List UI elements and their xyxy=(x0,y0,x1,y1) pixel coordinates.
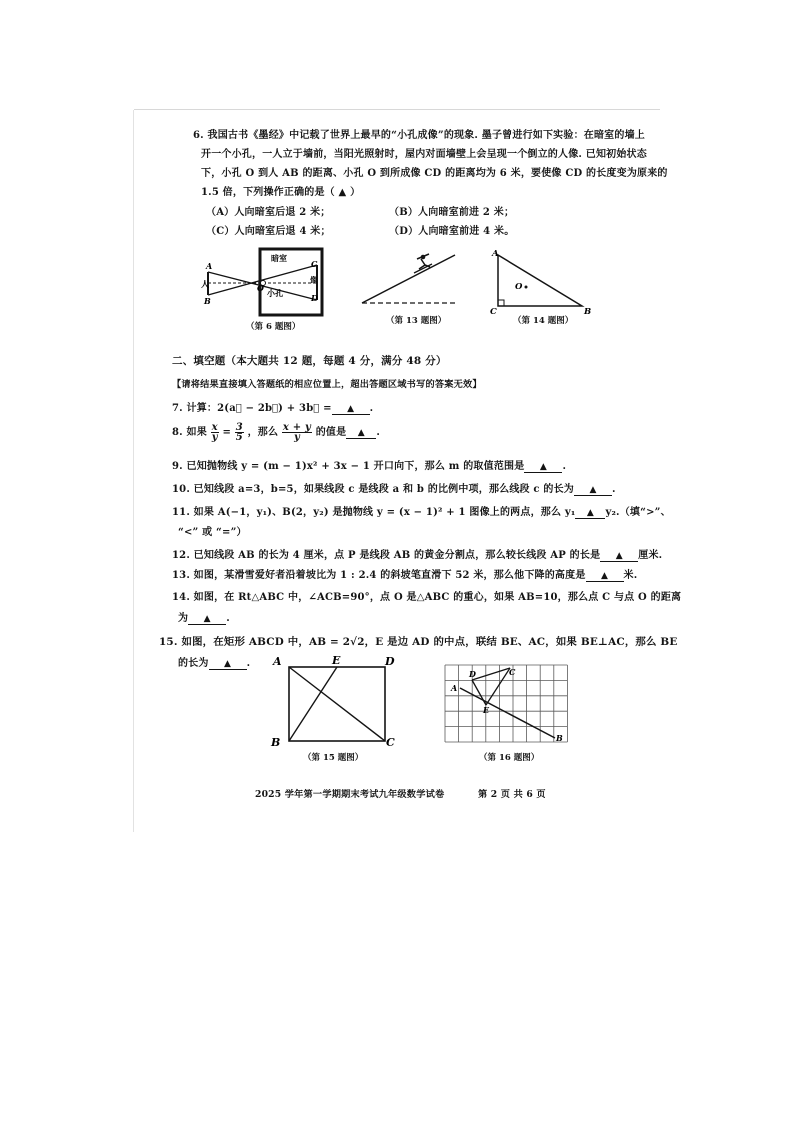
question-8: 8. 如果 $\frac{x}{y}$ = $\frac{3}{5}$ ，那么 $\frac{x + y}{y}$ 的值是 ▲ . xyxy=(172,422,381,443)
label-c: C xyxy=(311,259,318,269)
q8-answer-blank: ▲ xyxy=(346,428,376,439)
question-14-line-1: 14. 如图，在 Rt△ABC 中，∠ACB=90°，点 O 是△ABC 的重心，如果 AB=10，那么点 C 与点 O 的距离 xyxy=(172,592,682,603)
skier-icon xyxy=(414,254,432,273)
q13-answer-blank: ▲ xyxy=(586,571,624,582)
segment-dc xyxy=(472,668,510,680)
q8-text: 8. 如果 xyxy=(172,427,207,438)
q6-line-1: 6. 我国古书《墨经》中记载了世界上最早的“小孔成像”的现象. 墨子曾进行如下实验：在暗室的墙上 xyxy=(193,130,645,141)
figure-13-slope xyxy=(355,248,465,308)
figure-15-rectangle xyxy=(268,653,403,748)
question-10: 10. 已知线段 a=3，b=5，如果线段 c 是线段 a 和 b 的比例中项，那么线段 c 的长为 ▲ . xyxy=(172,484,616,495)
question-15-line-1: 15. 如图，在矩形 ABCD 中，AB = 2√2，E 是边 AD 的中点，联结 BE、AC，如果 BE⊥AC，那么 BE xyxy=(159,636,678,648)
q7-answer-blank: ▲ xyxy=(332,404,370,415)
footer-page-number: 第 2 页 共 6 页 xyxy=(478,789,546,800)
label-b: B xyxy=(556,733,563,743)
q6-option-b: （B）人向暗室前进 2 米； xyxy=(389,207,515,218)
q6-line-4: 1.5 倍，下列操作正确的是（ ▲ ） xyxy=(201,187,361,198)
q12-text: 12. 已知线段 AB 的长为 4 厘米，点 P 是线段 AB 的黄金分割点，那么较长线段 AP 的长是 xyxy=(172,550,601,561)
q14-answer-blank: ▲ xyxy=(188,614,226,625)
label-d: D xyxy=(311,293,318,303)
label-image: 像 xyxy=(310,275,317,284)
figure-6-pinhole xyxy=(195,245,335,320)
section-2-notice: 【请将结果直接填入答题纸的相应位置上，超出答题区域书写的答案无效】 xyxy=(172,379,482,390)
label-d: D xyxy=(469,669,476,679)
label-darkroom: 暗室 xyxy=(271,253,287,263)
q11-answer-blank: ▲ xyxy=(575,508,605,519)
q6-line-2: 开一个小孔，一人立于墙前，当阳光照射时，屋内对面墙壁上会呈现一个倒立的人像. 已知初始状态 xyxy=(201,149,647,160)
diagonal-ac xyxy=(289,667,385,741)
label-c: C xyxy=(490,307,497,317)
label-a: A xyxy=(451,683,458,693)
q9-text: 9. 已知抛物线 y = (m − 1)x² + 3x − 1 开口向下，那么 m 的取值范围是 xyxy=(172,461,525,472)
centroid-o xyxy=(525,286,528,289)
segment-be xyxy=(289,667,337,741)
label-o: O xyxy=(257,283,264,293)
question-13: 13. 如图，某滑雪爱好者沿着坡比为 1 : 2.4 的斜坡笔直滑下 52 米，那么他下降的高度是 ▲ 米. xyxy=(172,570,638,581)
page-top-edge xyxy=(134,109,660,110)
page-left-edge xyxy=(133,110,134,832)
label-o: O xyxy=(515,282,523,292)
question-15-line-2: 的长为 ▲ . xyxy=(178,658,251,669)
label-e: E xyxy=(483,705,490,715)
q6-option-d: （D）人向暗室前进 4 米。 xyxy=(389,226,515,237)
q15-answer-blank: ▲ xyxy=(209,659,247,670)
segment-ce xyxy=(486,668,510,705)
figure-13-caption: （第 13 题图） xyxy=(386,316,447,326)
label-e: E xyxy=(332,654,341,667)
segment-de xyxy=(472,680,486,705)
q7-text: 7. 计算：2(a⃗ − 2b⃗) + 3b⃗ = xyxy=(172,403,332,414)
q6-line-3: 下，小孔 O 到人 AB 的距离、小孔 O 到所成像 CD 的距离均为 6 米，要使像 CD 的长度变为原来的 xyxy=(201,168,668,179)
label-hole: 小孔 xyxy=(267,288,283,298)
label-b: B xyxy=(204,296,211,306)
label-d: D xyxy=(385,655,395,668)
label-c: C xyxy=(509,667,516,677)
figure-16-grid xyxy=(440,660,580,750)
label-a: A xyxy=(492,249,499,259)
q6-option-a: （A）人向暗室后退 2 米； xyxy=(206,207,331,218)
figure-15-caption: （第 15 题图） xyxy=(303,753,364,763)
label-c: C xyxy=(386,736,395,749)
q8-frac-x-over-y: $\frac{x}{y}$ xyxy=(211,422,218,443)
q9-answer-blank: ▲ xyxy=(524,462,562,473)
question-11: 11. 如果 A(−1，y₁)、B(2，y₂) 是抛物线 y = (x − 1)² + 1 图像上的两点，那么 y₁ ▲ y₂.（填“>”、 xyxy=(172,507,671,518)
q6-option-c: （C）人向暗室后退 4 米； xyxy=(206,226,331,237)
question-14-line-2: 为 ▲ . xyxy=(178,613,230,624)
q13-text: 13. 如图，某滑雪爱好者沿着坡比为 1 : 2.4 的斜坡笔直滑下 52 米，那么他下降的高度是 xyxy=(172,570,586,581)
q11-text: 11. 如果 A(−1，y₁)、B(2，y₂) 是抛物线 y = (x − 1)² + 1 图像上的两点，那么 y₁ xyxy=(172,507,576,518)
question-11-line-2: “<” 或 “=”） xyxy=(178,527,247,538)
figure-6-caption: （第 6 题图） xyxy=(246,322,301,332)
q8-frac-3-over-5: $\frac{3}{5}$ xyxy=(235,422,243,443)
label-a: A xyxy=(273,655,282,668)
question-9: 9. 已知抛物线 y = (m − 1)x² + 3x − 1 开口向下，那么 m 的取值范围是 ▲ . xyxy=(172,461,567,472)
q8-frac-xy-over-y: $\frac{x + y}{y}$ xyxy=(282,422,312,443)
figure-14-triangle xyxy=(484,246,594,316)
slope-line xyxy=(362,255,455,303)
question-12: 12. 已知线段 AB 的长为 4 厘米，点 P 是线段 AB 的黄金分割点，那么较长线段 AP 的长是 ▲ 厘米. xyxy=(172,550,663,561)
section-2-title: 二、填空题（本大题共 12 题，每题 4 分，满分 48 分） xyxy=(172,355,447,367)
footer-exam-title: 2025 学年第一学期期末考试九年级数学试卷 xyxy=(255,789,445,800)
label-a: A xyxy=(206,261,213,271)
figure-16-caption: （第 16 题图） xyxy=(479,753,540,763)
grid-lines xyxy=(445,665,567,742)
figure-14-caption: （第 14 题图） xyxy=(513,316,574,326)
q10-answer-blank: ▲ xyxy=(574,485,612,496)
label-b: B xyxy=(271,736,281,749)
label-person: 人 xyxy=(201,279,209,289)
q12-answer-blank: ▲ xyxy=(600,551,638,562)
question-7: 7. 计算：2(a⃗ − 2b⃗) + 3b⃗ = ▲ . xyxy=(172,403,374,414)
label-b: B xyxy=(584,307,592,317)
q10-text: 10. 已知线段 a=3，b=5，如果线段 c 是线段 a 和 b 的比例中项，那么线段 c 的长为 xyxy=(172,484,575,495)
